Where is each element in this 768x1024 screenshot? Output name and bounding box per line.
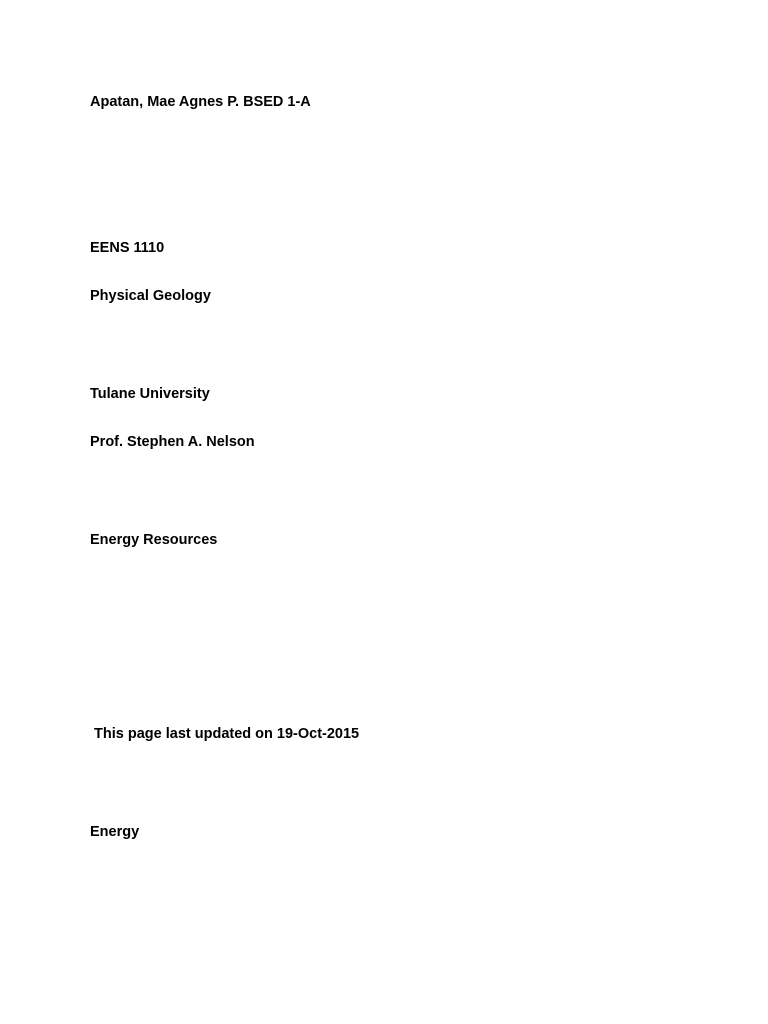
course-name: Physical Geology <box>90 288 211 304</box>
course-code: EENS 1110 <box>90 240 165 256</box>
topic-title: Energy Resources <box>90 532 218 548</box>
professor-name: Prof. Stephen A. Nelson <box>90 434 255 450</box>
university-name: Tulane University <box>90 386 210 402</box>
section-heading: Energy <box>90 824 140 840</box>
last-updated-note: This page last updated on 19-Oct-2015 <box>90 726 360 742</box>
author-line: Apatan, Mae Agnes P. BSED 1-A <box>90 94 311 110</box>
